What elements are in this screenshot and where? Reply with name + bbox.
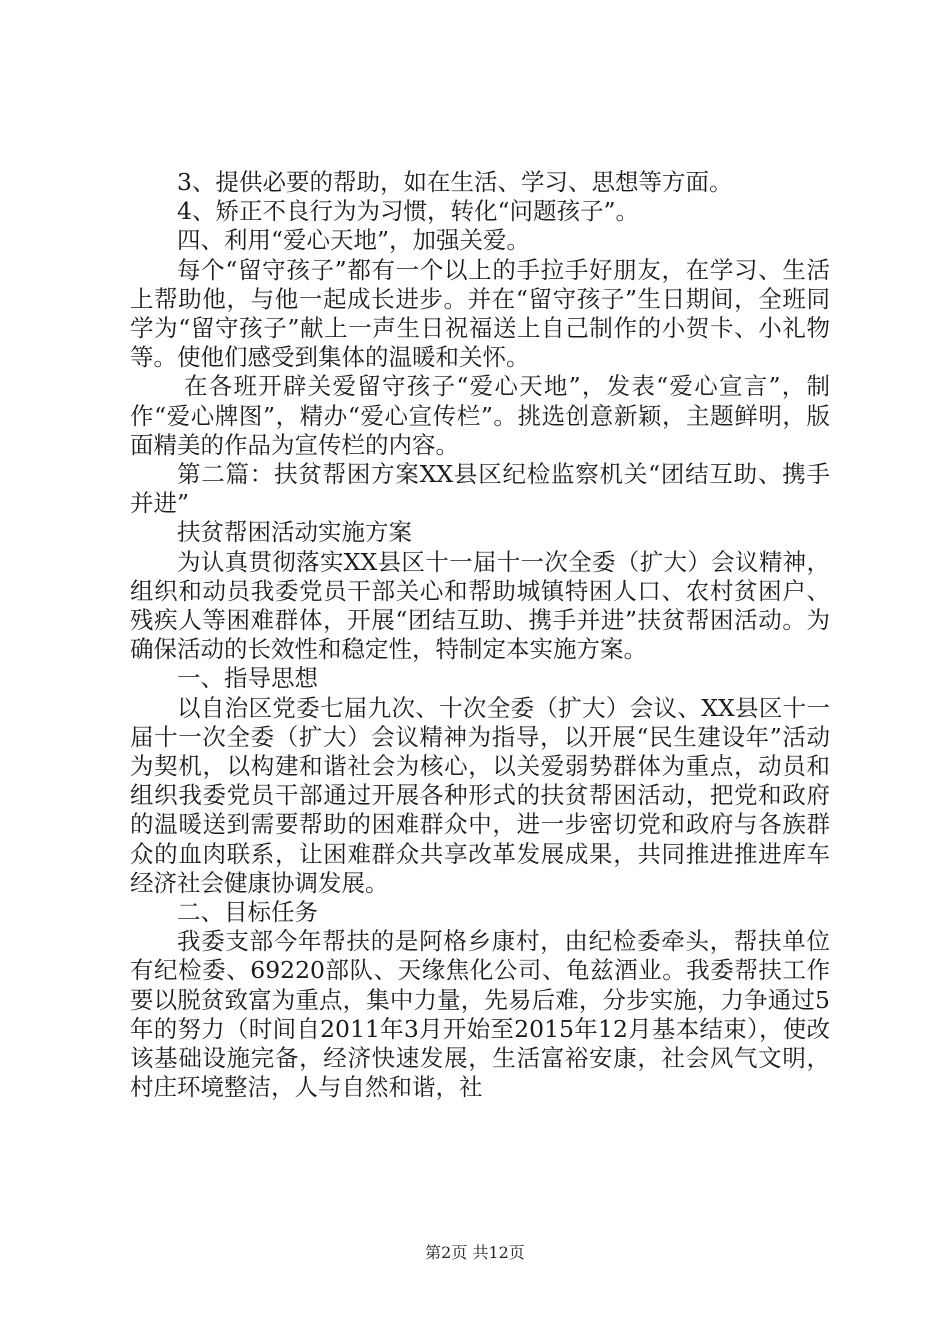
- section-heading-goals: 二、目标任务: [177, 898, 318, 927]
- chapter-subtitle: 扶贫帮困活动实施方案: [177, 518, 412, 547]
- paragraph-buddy: 每个“留守孩子”都有一个以上的手拉手好朋友，在学习、生活上帮助他，与他一起成长进步。并在“留守孩子”生日期间，全班同学为“留守孩子”献上一声生日祝福送上自己制作的小贺卡、小礼物等。使他们感受到集体的温暖和关怀。: [130, 255, 830, 372]
- paragraph-goals: 我委支部今年帮扶的是阿格乡康村，由纪检委牵头，帮扶单位有纪检委、69220部队、天缘焦化公司、龟兹酒业。我委帮扶工作要以脱贫致富为重点，集中力量，先易后难，分步实施，力争通过5年的努力（时间自2011年3月开始至2015年12月基本结束），使改该基础设施完备，经济快速发展，生活富裕安康，社会风气文明，村庄环境整洁，人与自然和谐，社: [130, 927, 830, 1102]
- section-heading-4: 四、利用“爱心天地”，加强关爱。: [177, 226, 531, 255]
- paragraph-guidance: 以自治区党委七届九次、十次全委（扩大）会议、XX县区十一届十一次全委（扩大）会议精神为指导，以开展“民生建设年”活动为契机，以构建和谐社会为核心，以关爱弱势群体为重点，动员和组织我委党员干部通过开展各种形式的扶贫帮困活动，把党和政府的温暖送到需要帮助的困难群众中，进一步密切党和政府与各族群众的血肉联系，让困难群众共享改革发展成果，共同推进推进库车经济社会健康协调发展。: [130, 693, 830, 897]
- paragraph-item-4: 4、矫正不良行为为习惯，转化“问题孩子”。: [177, 197, 639, 226]
- section-heading-guidance: 一、指导思想: [177, 664, 318, 693]
- paragraph-love-corner: 在各班开辟关爱留守孩子“爱心天地”，发表“爱心宣言”，制作“爱心牌图”，精办“爱心宣传栏”。挑选创意新颖，主题鲜明，版面精美的作品为宣传栏的内容。: [130, 372, 830, 459]
- page-number-footer: 第2页 共12页: [425, 1243, 525, 1262]
- chapter-title: 第二篇：扶贫帮困方案XX县区纪检监察机关“团结互助、携手并进”: [130, 460, 830, 518]
- paragraph-item-3: 3、提供必要的帮助，如在生活、学习、思想等方面。: [177, 168, 733, 196]
- document-body: [130, 168, 830, 1103]
- paragraph-intro: 为认真贯彻落实XX县区十一届十一次全委（扩大）会议精神，组织和动员我委党员干部关心和帮助城镇特困人口、农村贫困户、残疾人等困难群体，开展“团结互助、携手并进”扶贫帮困活动。为确保活动的长效性和稳定性，特制定本实施方案。: [130, 547, 830, 664]
